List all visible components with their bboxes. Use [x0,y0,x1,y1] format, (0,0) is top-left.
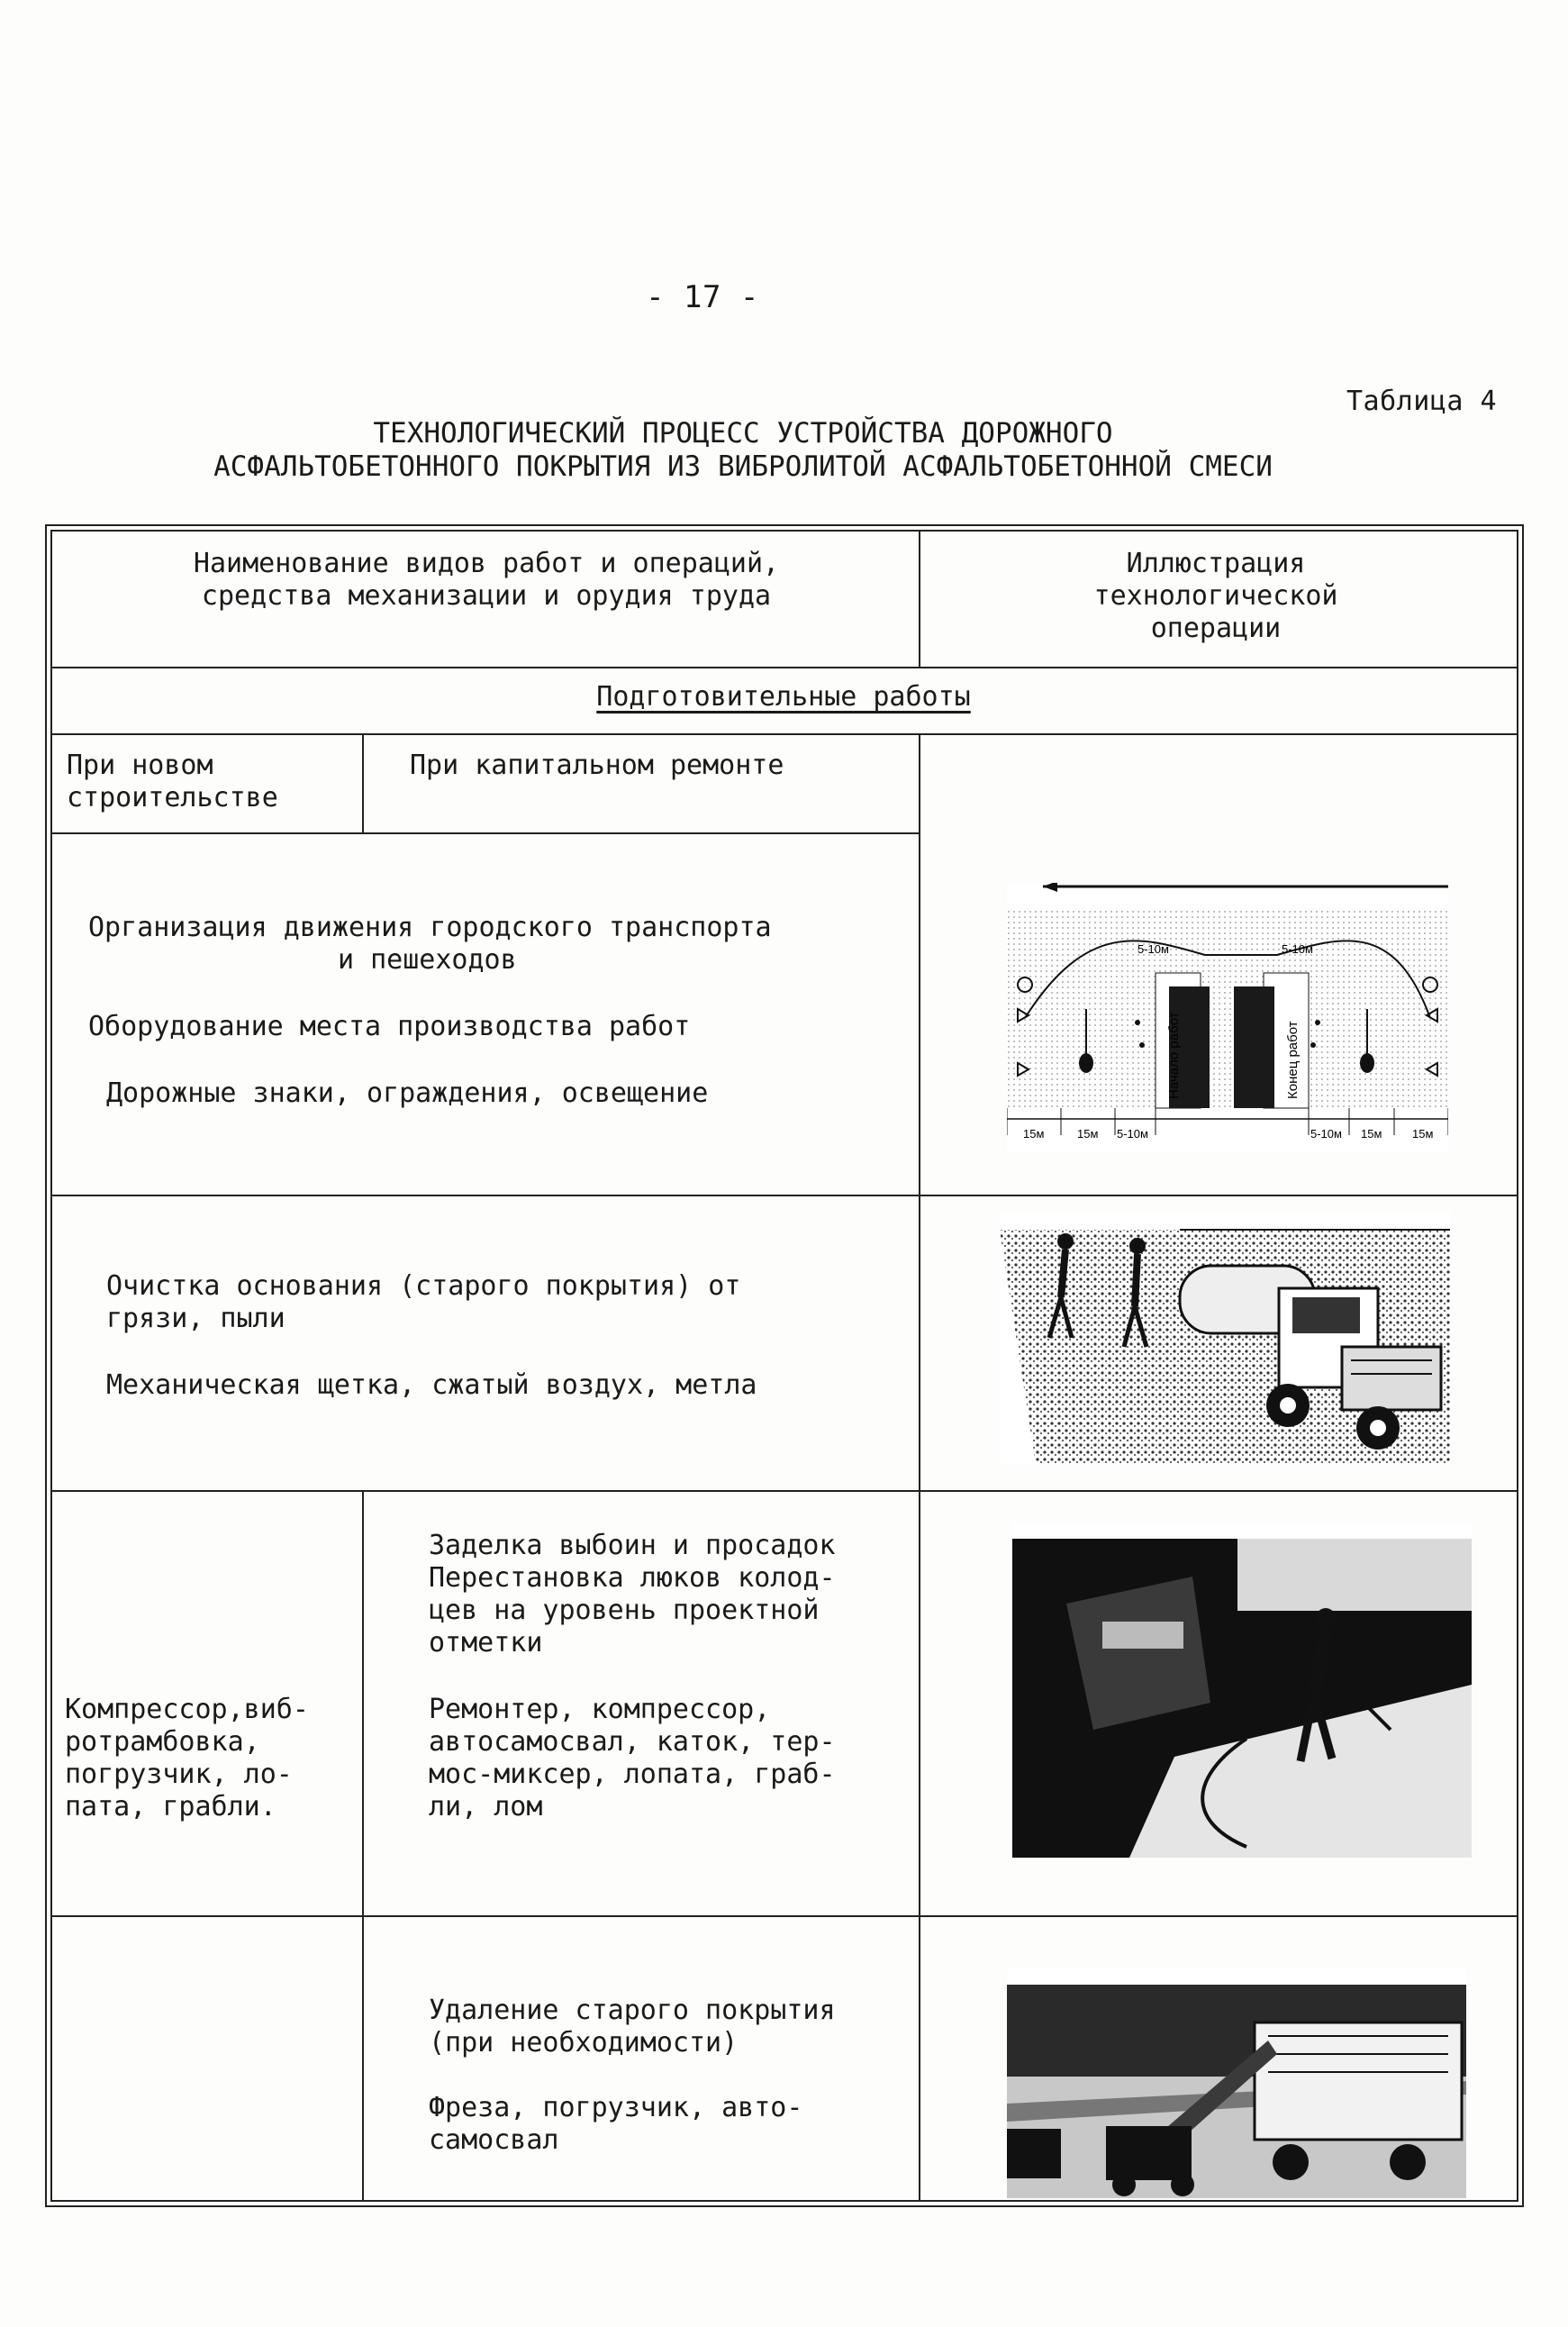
row1-line3: Оборудование места производства работ [88,1011,691,1042]
scheme-dim-2: 15м [1077,1127,1099,1141]
rule-row1-bottom [52,1195,1517,1196]
rule-row34-divider [362,1490,364,2200]
rule-row3-bottom [52,1915,1517,1917]
header-illustration: Иллюстрация технологической операции [1093,548,1338,644]
pothole-repair-photo [1012,1523,1472,1858]
rule-section-bottom [52,733,1517,735]
rule-header-divider [919,532,920,667]
document-title [90,417,1396,484]
rule-illustration-divider [919,733,920,2200]
row1-line2: и пешеходов [338,944,517,976]
row2-line1: Очистка основания (старого покрытия) от грязи, пыли [106,1270,741,1334]
row2-line2: Механическая щетка, сжатый воздух, метла [106,1369,757,1401]
scheme-dim-5: 15м [1361,1127,1382,1141]
subheader-new-construction: При новом строительстве [67,750,278,814]
subheader-capital-repair: При капитальном ремонте [410,750,784,781]
scheme-dim-4: 5-10м [1310,1127,1342,1141]
cleaning-truck-illustration [1000,1212,1450,1464]
rule-header-bottom [52,667,1517,668]
row1-line1: Организация движения городского транспорта [88,912,772,943]
page-number: - 17 - [646,279,759,315]
table-label: Таблица 4 [1346,386,1498,417]
header-operations: Наименование видов работ и операций, средства механизации и орудия труда [193,548,780,612]
scheme-dim-1: 15м [1023,1127,1045,1141]
section-title: Подготовительные работы [596,681,971,713]
title-line-2: АСФАЛЬТОБЕТОННОГО ПОКРЫТИЯ ИЗ ВИБРОЛИТОЙ АСФАЛЬТОБЕТОННОЙ СМЕСИ [213,450,1273,483]
scheme-start-label: Начало работ [1166,1012,1182,1099]
milling-machine-photo [1007,1968,1466,2198]
row3-operation: Заделка выбоин и просадок Перестановка люков колод- цев на уровень проектной отметки [429,1530,836,1659]
rule-row2-bottom [52,1490,1517,1492]
row1-line4: Дорожные знаки, ограждения, освещение [106,1077,709,1109]
scheme-end-label: Конец работ [1285,1021,1301,1099]
row3-equipment-repair: Ремонтер, компрессор, автосамосвал, каток, тер- мос-миксер, лопата, граб- ли, лом [429,1694,836,1823]
row4-equipment: Фреза, погрузчик, авто- самосвал [429,2092,803,2156]
row4-operation: Удаление старого покрытия (при необходимости) [429,1995,836,2059]
scheme-dim-3: 5-10м [1117,1127,1148,1141]
traffic-scheme-illustration [1007,883,1448,1153]
scheme-gap-right: 5-10м [1282,942,1313,956]
scheme-dim-6: 15м [1412,1127,1434,1141]
scheme-gap-left: 5-10м [1137,942,1169,956]
rule-subheader-bottom [52,832,919,834]
title-line-1: ТЕХНОЛОГИЧЕСКИЙ ПРОЦЕСС УСТРОЙСТВА ДОРОЖНОГО [373,417,1113,450]
row3-equipment-new: Компрессор,виб- ротрамбовка, погрузчик, ло- пата, грабли. [65,1694,309,1823]
rule-subheader-divider [362,733,364,832]
